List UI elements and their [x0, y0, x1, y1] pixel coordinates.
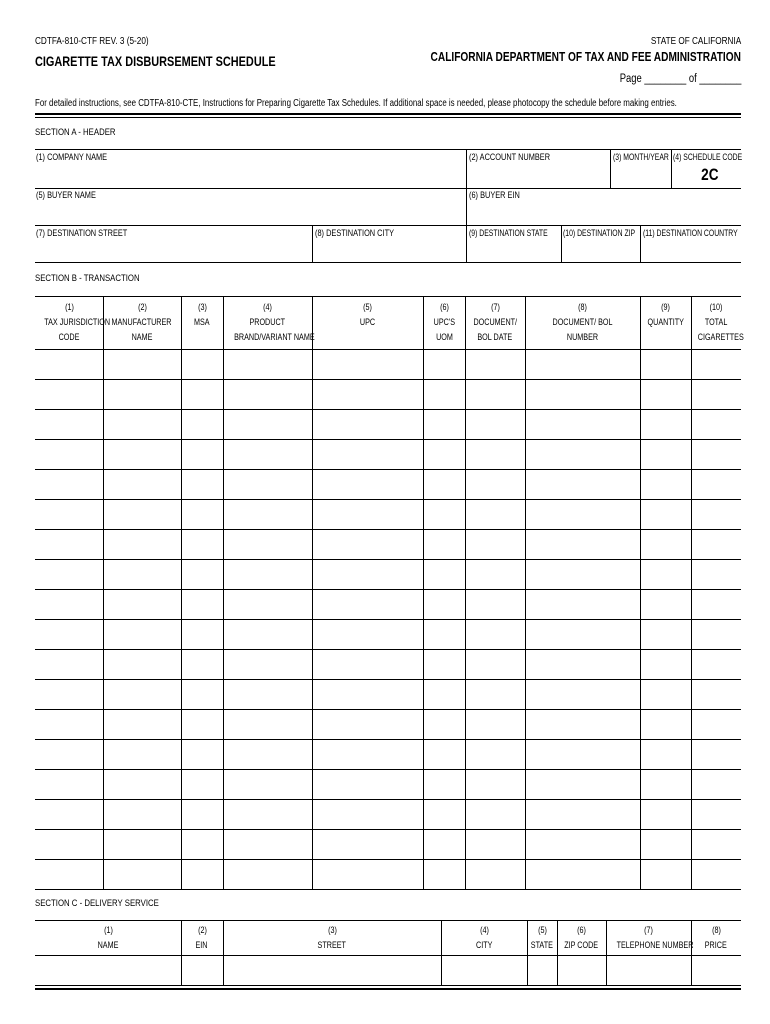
section-b-title: SECTION B - TRANSACTION	[35, 273, 140, 284]
table-b-column-line	[181, 296, 182, 889]
header-divider-thin	[35, 117, 741, 118]
delivery-column-header-6	[558, 923, 605, 953]
column-header-text: (7)	[490, 302, 500, 312]
table-row[interactable]	[35, 380, 741, 409]
destination-city-field[interactable]: (8) DESTINATION CITY	[315, 228, 395, 238]
column-header-text: TOTAL	[704, 317, 728, 327]
table-c-top-line	[35, 920, 741, 921]
footer-rule	[35, 985, 741, 986]
column-header-text: (10)	[709, 302, 723, 312]
column-header-6	[424, 300, 464, 345]
delivery-column-header-text: PRICE	[704, 940, 727, 950]
table-b-column-line	[223, 296, 224, 889]
section-a-top-line	[35, 149, 741, 150]
department-name: CALIFORNIA DEPARTMENT OF TAX AND FEE ADMINISTRATION	[430, 49, 741, 64]
form-number: CDTFA-810-CTF REV. 3 (5-20)	[35, 36, 149, 47]
table-row[interactable]	[35, 410, 741, 439]
table-row[interactable]	[35, 530, 741, 559]
table-b-column-line	[465, 296, 466, 889]
section-a-divider	[610, 149, 611, 188]
delivery-column-header-text: STATE	[530, 940, 554, 950]
header-divider	[35, 113, 741, 115]
table-row[interactable]	[35, 770, 741, 799]
section-a-row3-bottom	[35, 262, 741, 263]
state-label: STATE OF CALIFORNIA	[650, 36, 741, 47]
table-row[interactable]	[35, 830, 741, 859]
delivery-column-header-2	[182, 923, 222, 953]
section-a-divider	[466, 149, 467, 225]
table-row[interactable]	[35, 650, 741, 679]
footer-rule-thick	[35, 988, 741, 990]
delivery-column-header-4	[442, 923, 526, 953]
column-header-8	[526, 300, 639, 345]
instructions-text: For detailed instructions, see CDTFA-810-CTE, Instructions for Preparing Cigarette Tax Schedules. If additional space is needed, please photocopy the schedule before making entries.	[35, 98, 677, 109]
table-b-column-line	[525, 296, 526, 889]
column-header-text: BOL DATE	[477, 332, 513, 342]
column-header-text: PRODUCT	[249, 317, 286, 327]
delivery-column-header-text: (4)	[479, 925, 489, 935]
section-a-row1-bottom	[35, 188, 741, 189]
section-a-row2-bottom	[35, 225, 741, 226]
delivery-column-header-text: ZIP CODE	[564, 940, 599, 950]
column-header-text: MANUFACTURER	[111, 317, 172, 327]
table-row[interactable]	[35, 470, 741, 499]
delivery-column-header-text: (8)	[711, 925, 721, 935]
column-header-text: (8)	[578, 302, 587, 312]
table-b-column-line	[312, 296, 313, 889]
column-header-text: CODE	[58, 332, 80, 342]
column-header-text: (9)	[661, 302, 670, 312]
delivery-column-header-text: (3)	[327, 925, 337, 935]
table-row[interactable]	[35, 680, 741, 709]
delivery-column-header-1	[36, 923, 180, 953]
table-row[interactable]	[35, 740, 741, 769]
table-b-column-line	[103, 296, 104, 889]
schedule-code-label: (4) SCHEDULE CODE	[673, 152, 743, 162]
delivery-column-header-3	[224, 923, 440, 953]
column-header-text: DOCUMENT/ BOL	[552, 317, 613, 327]
section-c-title: SECTION C - DELIVERY SERVICE	[35, 898, 159, 909]
column-header-text: UPC	[359, 317, 376, 327]
column-header-text: NAME	[131, 332, 153, 342]
table-row[interactable]	[35, 500, 741, 529]
table-row[interactable]	[35, 620, 741, 649]
column-header-1	[36, 300, 111, 345]
table-row[interactable]	[35, 560, 741, 589]
delivery-column-header-text: (6)	[577, 925, 586, 935]
table-b-column-line	[640, 296, 641, 889]
column-header-4	[224, 300, 315, 345]
column-header-text: NUMBER	[566, 332, 599, 342]
column-header-text: (4)	[263, 302, 272, 312]
destination-country-field[interactable]: (11) DESTINATION COUNTRY	[643, 228, 738, 238]
delivery-column-header-text: EIN	[195, 940, 208, 950]
section-a-divider	[312, 225, 313, 262]
delivery-entry-row[interactable]	[35, 956, 741, 985]
delivery-column-header-text: TELEPHONE NUMBER	[616, 940, 694, 950]
column-header-text: (2)	[137, 302, 147, 312]
delivery-column-header-5	[528, 923, 556, 953]
delivery-column-header-text: STREET	[317, 940, 347, 950]
schedule-code-value: 2C	[701, 165, 719, 184]
table-b-column-line	[691, 296, 692, 889]
column-header-text: CIGARETTES	[697, 332, 744, 342]
table-row-line	[35, 889, 741, 890]
column-header-text: UPC'S	[433, 317, 455, 327]
column-header-9	[641, 300, 690, 350]
table-row[interactable]	[35, 800, 741, 829]
delivery-column-header-text: (1)	[103, 925, 113, 935]
column-header-text: UOM	[435, 332, 453, 342]
section-a-divider	[466, 225, 467, 262]
buyer-ein-field[interactable]: (6) BUYER EIN	[469, 190, 520, 200]
account-number-field[interactable]: (2) ACCOUNT NUMBER	[469, 152, 551, 162]
column-header-text: BRAND/VARIANT NAME	[234, 332, 315, 342]
column-header-10	[692, 300, 744, 345]
column-header-5	[313, 300, 422, 350]
section-a-title: SECTION A - HEADER	[35, 127, 116, 138]
buyer-name-field[interactable]: (5) BUYER NAME	[36, 190, 96, 200]
delivery-column-header-text: (5)	[537, 925, 547, 935]
destination-zip-field[interactable]: (10) DESTINATION ZIP	[563, 228, 636, 238]
table-row[interactable]	[35, 350, 741, 379]
destination-street-field[interactable]: (7) DESTINATION STREET	[36, 228, 128, 238]
table-row[interactable]	[35, 590, 741, 619]
form-title: CIGARETTE TAX DISBURSEMENT SCHEDULE	[35, 53, 276, 69]
delivery-column-header-text: (7)	[644, 925, 653, 935]
column-header-3	[182, 300, 222, 350]
table-row[interactable]	[35, 440, 741, 469]
column-header-7	[466, 300, 524, 345]
column-header-text: (6)	[439, 302, 449, 312]
delivery-column-header-8	[692, 923, 740, 953]
column-header-text: (3)	[197, 302, 207, 312]
table-row[interactable]	[35, 710, 741, 739]
page-of-field[interactable]: Page ________ of ________	[619, 73, 741, 85]
table-row[interactable]	[35, 860, 741, 889]
month-year-field[interactable]: (3) MONTH/YEAR	[613, 152, 669, 162]
column-header-text: MSA	[194, 317, 210, 327]
destination-state-field[interactable]: (9) DESTINATION STATE	[469, 228, 548, 238]
delivery-column-header-text: CITY	[475, 940, 493, 950]
delivery-column-header-text: (2)	[197, 925, 207, 935]
table-b-column-line	[423, 296, 424, 889]
company-name-field[interactable]: (1) COMPANY NAME	[36, 152, 108, 162]
delivery-column-header-text: NAME	[97, 940, 119, 950]
column-header-2	[104, 300, 180, 345]
delivery-column-header-7	[607, 923, 694, 953]
column-header-text: TAX JURISDICTION	[44, 317, 111, 327]
column-header-text: (5)	[363, 302, 372, 312]
table-b-top-line	[35, 296, 741, 297]
column-header-text: (1)	[64, 302, 74, 312]
column-header-text: DOCUMENT/	[473, 317, 517, 327]
column-header-text: QUANTITY	[647, 317, 684, 327]
